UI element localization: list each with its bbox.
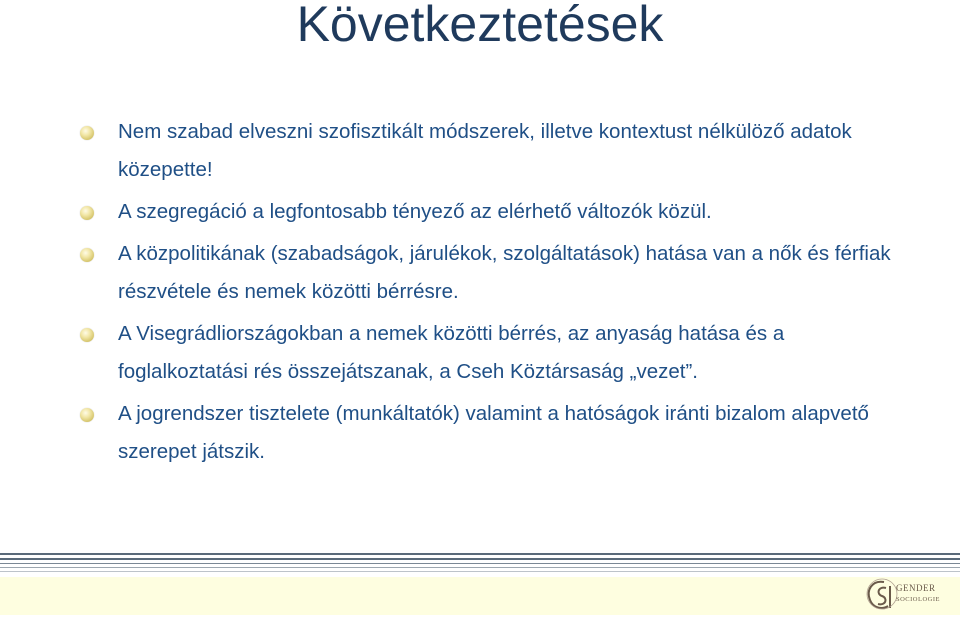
footer-divider — [0, 553, 960, 575]
bullet-item — [118, 315, 918, 391]
bullet-list — [118, 113, 918, 475]
logo-line-2: SOCIOLOGIE — [896, 596, 940, 603]
bullet-dot-icon — [80, 328, 94, 342]
bullet-text: A közpolitikának (szabadságok, járulékok, szolgáltatások) hatása van a nők és férfiak részvétele és nemek közötti bérrésre. — [118, 242, 891, 303]
gender-sociologie-logo — [862, 576, 942, 614]
bullet-dot-icon — [80, 126, 94, 140]
bullet-item — [118, 193, 918, 231]
footer-band — [0, 577, 960, 615]
bullet-item — [118, 395, 918, 471]
bullet-dot-icon — [80, 206, 94, 220]
bullet-item — [118, 113, 918, 189]
logo-emblem-icon — [862, 576, 942, 614]
bullet-dot-icon — [80, 408, 94, 422]
bullet-dot-icon — [80, 248, 94, 262]
bullet-text: Nem szabad elveszni szofisztikált módszerek, illetve kontextust nélkülöző adatok közepette! — [118, 120, 852, 181]
bullet-text: A jogrendszer tisztelete (munkáltatók) valamint a hatóságok iránti bizalom alapvető szerepet játszik. — [118, 402, 869, 463]
logo-line-1: GENDER — [896, 583, 936, 593]
bullet-item — [118, 235, 918, 311]
bullet-text: A szegregáció a legfontosabb tényező az elérhető változók közül. — [118, 200, 712, 223]
bullet-text: A Visegrádliországokban a nemek közötti bérrés, az anyaság hatása és a foglalkoztatási rés összejátszanak, a Cseh Köztársaság „vezet”. — [118, 322, 785, 383]
slide-title: Következtetések — [296, 0, 664, 52]
